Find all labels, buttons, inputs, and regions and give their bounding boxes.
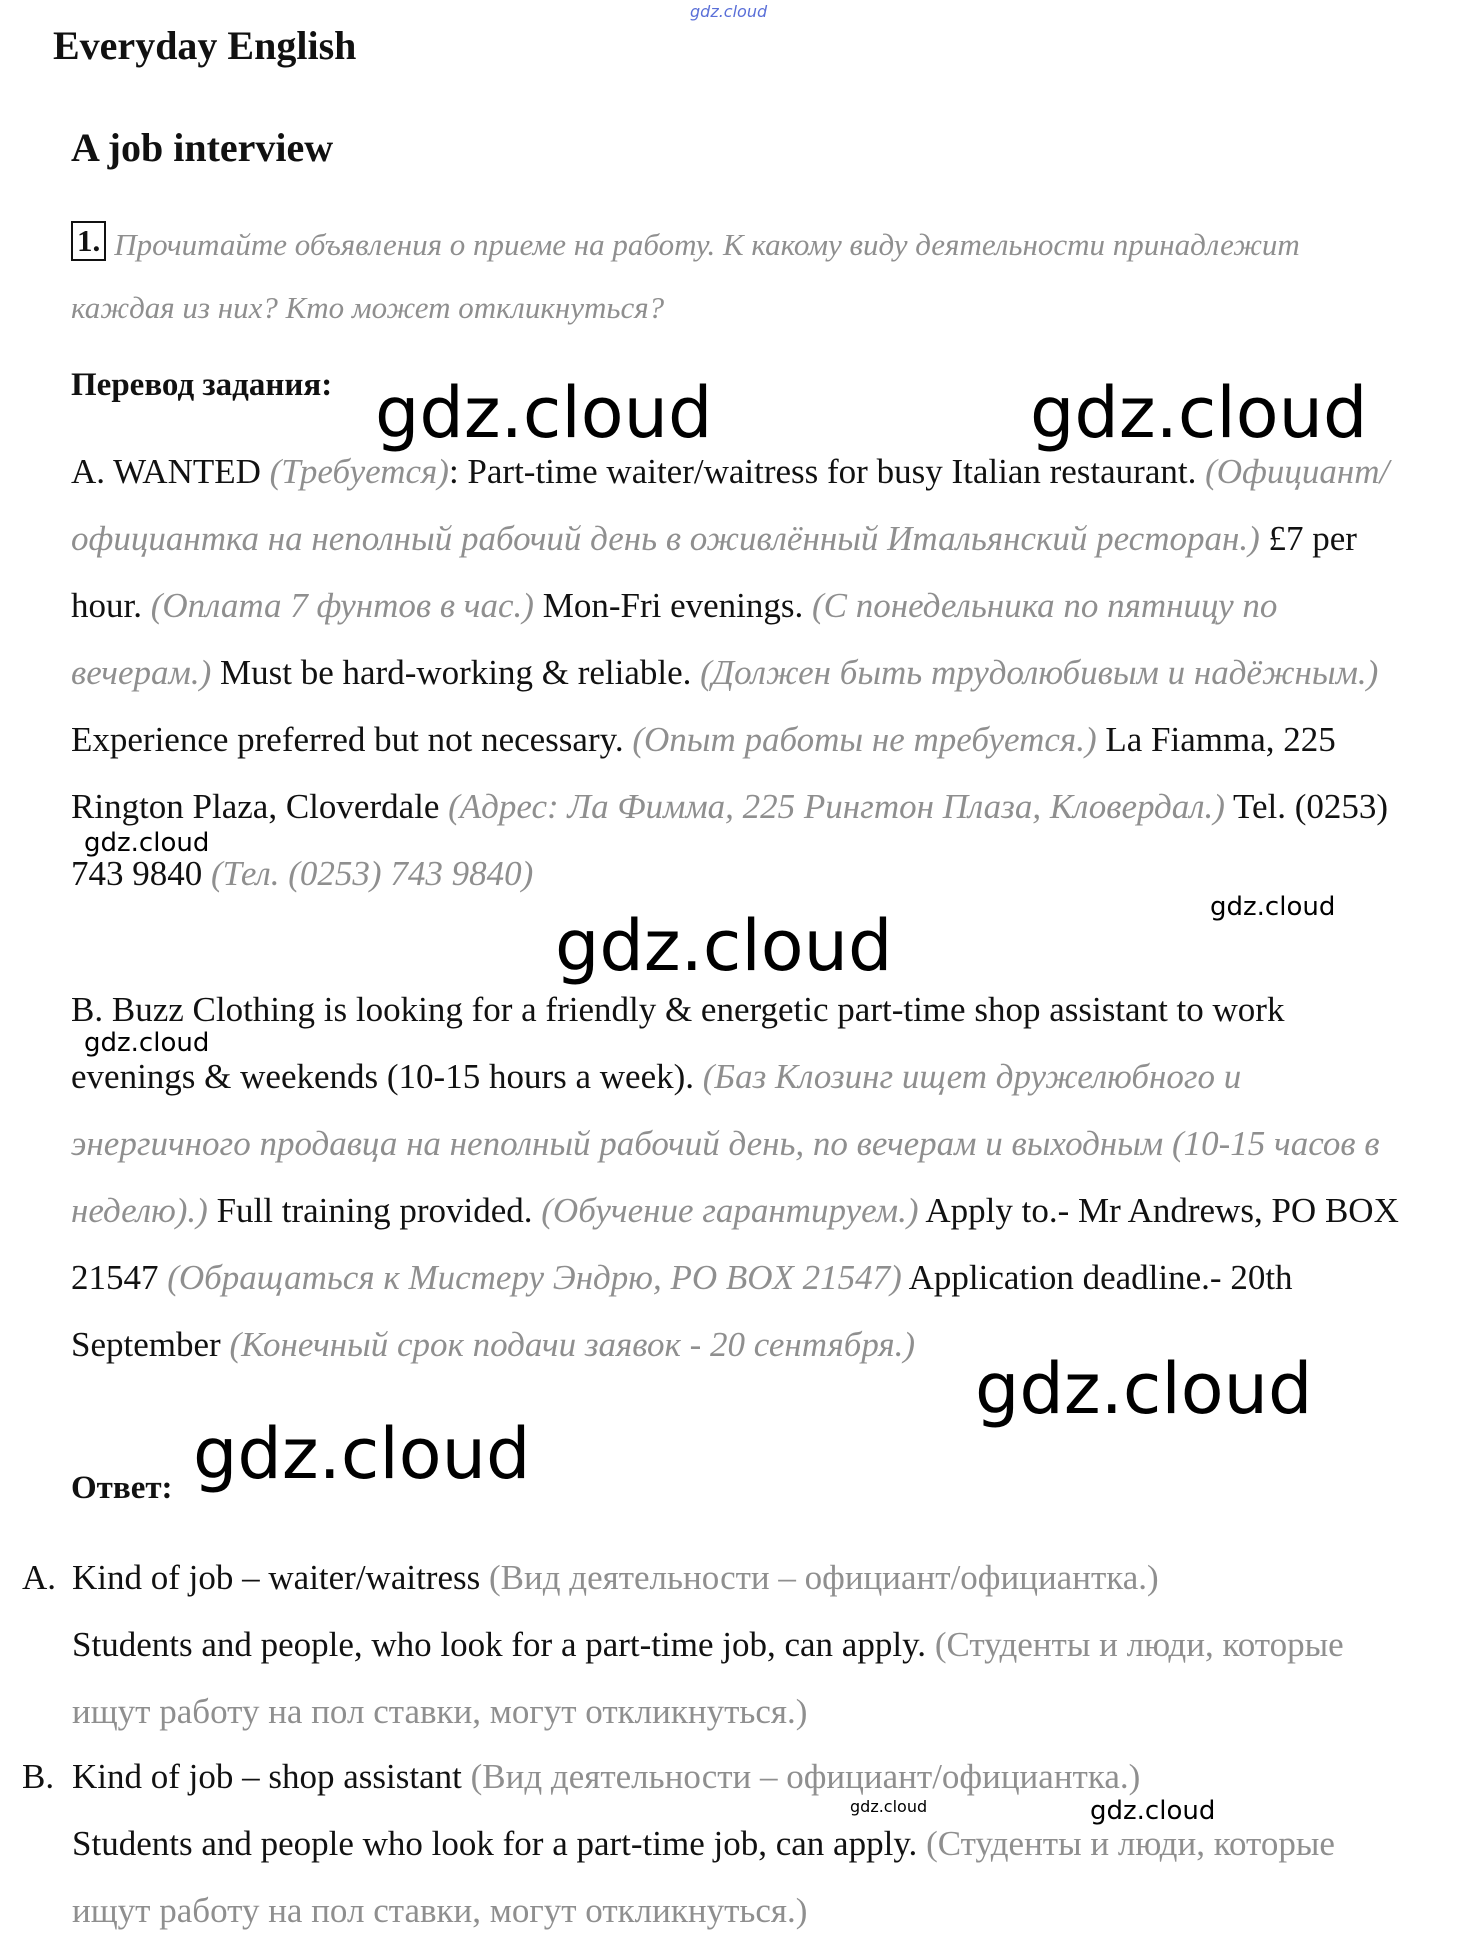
section-title: A job interview xyxy=(71,125,334,170)
ad-a-text-1: A. WANTED xyxy=(71,452,270,491)
ad-b-translation-1: (Баз Клозинг ищет дружелюбного и энергичного продавца на неполный рабочий день, по вечерам и выходным (10-15 часов в неделю).) xyxy=(71,1057,1380,1230)
ad-a-translation-6: (Опыт работы не требуется.) xyxy=(632,720,1097,759)
ad-a-text-4: Mon-Fri evenings. xyxy=(533,586,812,625)
ad-b-text-3: Apply to.- Mr Andrews, PO BOX 21547 xyxy=(71,1191,1399,1297)
exercise-instruction-block xyxy=(71,213,1411,339)
watermark: gdz.cloud xyxy=(84,828,210,858)
answer-a-translation-1: (Вид деятельности – официант/официантка.) xyxy=(489,1558,1159,1597)
ad-a-translation-8: (Тел. (0253) 743 9840) xyxy=(211,854,534,893)
answer-a-translation-2: (Студенты и люди, которые ищут работу на пол ставки, могут откликнуться.) xyxy=(72,1625,1344,1731)
watermark: gdz.cloud xyxy=(1030,372,1368,454)
ad-a-text-7: La Fiamma, 225 Rington Plaza, Cloverdale xyxy=(71,720,1336,826)
exercise-instruction: Прочитайте объявления о приеме на работу. К какому виду деятельности принадлежит каждая из них? Кто может откликнуться? xyxy=(71,227,1300,325)
answer-b-translation-2: (Студенты и люди, которые ищут работу на пол ставки, могут откликнуться.) xyxy=(72,1824,1335,1930)
translation-heading: Перевод задания: xyxy=(71,367,333,403)
ad-b-text-1: B. Buzz Clothing is looking for a friendly & energetic part-time shop assistant to work evenings & weekends (10-15 hours a week). xyxy=(71,990,1285,1096)
ad-a-translation-5: (Должен быть трудолюбивым и надёжным.) xyxy=(700,653,1379,692)
watermark: gdz.cloud xyxy=(975,1348,1313,1430)
watermark: gdz.cloud xyxy=(555,905,893,987)
ad-a-translation-4: (С понедельника по пятницу по вечерам.) xyxy=(71,586,1278,692)
answer-marker: A. xyxy=(22,1558,57,1597)
job-ad-b xyxy=(71,976,1416,1378)
answer-marker: B. xyxy=(22,1757,55,1796)
answer-a-text-1: Kind of job – waiter/waitress xyxy=(72,1558,489,1597)
job-ad-a xyxy=(71,438,1416,907)
watermark: gdz.cloud xyxy=(690,2,768,21)
ad-b-translation-4: (Конечный срок подачи заявок - 20 сентября.) xyxy=(229,1325,916,1364)
ad-a-translation-2: (Официант/официантка на неполный рабочий день в оживлённый Итальянский ресторан.) xyxy=(71,452,1390,558)
ad-a-text-2: : Part-time waiter/waitress for busy Italian restaurant. xyxy=(448,452,1206,491)
watermark: gdz.cloud xyxy=(193,1413,531,1495)
ad-b-text-2: Full training provided. xyxy=(207,1191,542,1230)
answer-item-b xyxy=(22,1743,1422,1944)
ad-a-text-8: Tel. (0253) 743 9840 xyxy=(71,787,1389,893)
ad-a-text-6: Experience preferred but not necessary. xyxy=(71,720,633,759)
ad-a-translation-7: (Адрес: Ла Фимма, 225 Рингтон Плаза, Кловердал.) xyxy=(448,787,1225,826)
watermark: gdz.cloud xyxy=(1210,892,1336,922)
page-title: Everyday English xyxy=(53,23,357,68)
answer-b-translation-1: (Вид деятельности – официант/официантка.) xyxy=(470,1757,1141,1796)
watermark: gdz.cloud xyxy=(1090,1796,1216,1826)
ad-a-translation-1: (Требуется) xyxy=(269,452,449,491)
ad-b-text-4: Application deadline.- 20th September xyxy=(71,1258,1293,1364)
ad-a-translation-3: (Оплата 7 фунтов в час.) xyxy=(150,586,534,625)
exercise-number: 1. xyxy=(71,221,106,261)
watermark: gdz.cloud xyxy=(850,1797,928,1816)
watermark: gdz.cloud xyxy=(375,372,713,454)
ad-a-text-3: £7 per hour. xyxy=(71,519,1357,625)
answer-a-text-2: Students and people, who look for a part-time job, can apply. xyxy=(72,1625,935,1664)
ad-a-text-5: Must be hard-working & reliable. xyxy=(211,653,701,692)
ad-b-translation-3: (Обращаться к Мистеру Эндрю, PO BOX 21547) xyxy=(167,1258,902,1297)
answer-item-a xyxy=(22,1544,1422,1745)
watermark: gdz.cloud xyxy=(84,1028,210,1058)
ad-b-translation-2: (Обучение гарантируем.) xyxy=(541,1191,919,1230)
answer-b-text-1: Kind of job – shop assistant xyxy=(72,1757,471,1796)
answer-heading: Ответ: xyxy=(71,1470,173,1506)
answer-b-text-2: Students and people who look for a part-time job, can apply. xyxy=(72,1824,927,1863)
